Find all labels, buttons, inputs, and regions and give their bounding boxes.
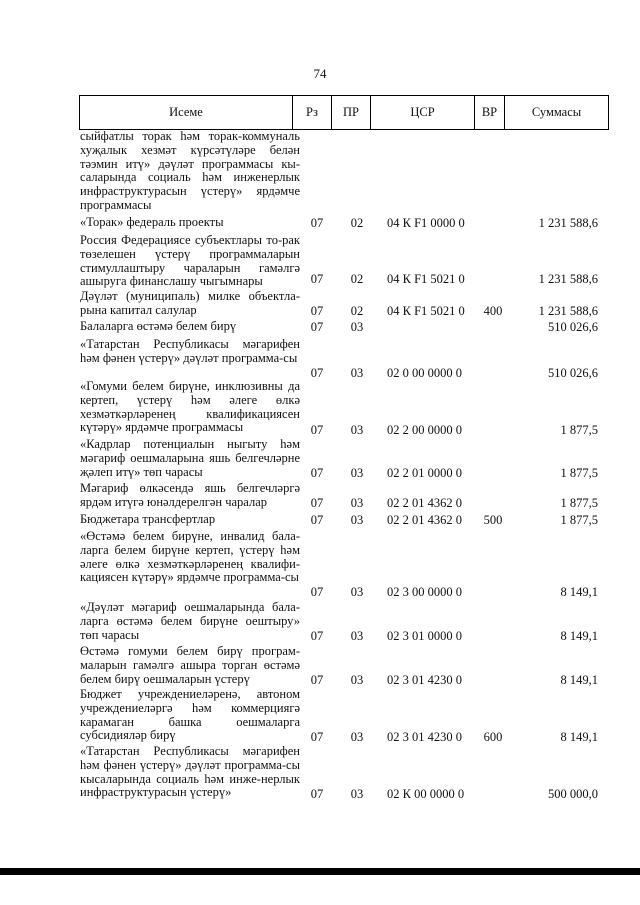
- row-rz: 07: [310, 320, 324, 334]
- row-rz: 07: [310, 629, 324, 643]
- row-rz: 07: [310, 730, 324, 744]
- row-pr: 03: [350, 730, 364, 744]
- row-pr: 03: [350, 673, 364, 687]
- row-rz: 07: [310, 466, 324, 480]
- table-header: [79, 95, 609, 130]
- scan-edge-bar: [0, 868, 640, 875]
- column-header-name: Исеме: [80, 96, 293, 129]
- row-pr: 03: [350, 466, 364, 480]
- row-rz: 07: [310, 513, 324, 527]
- row-sum: 1 877,5: [560, 423, 598, 437]
- row-sum: 8 149,1: [560, 730, 598, 744]
- row-name: сыйфатлы торак һәм торак-коммуналь хуҗалык хезмәт күрсәтүләре белән тәэмин итү» дәүләт программасы кы-саларында социаль һәм инженерлык инфраструктурасын үстерү» ярдәмче программасы: [80, 129, 300, 212]
- page-number: 74: [313, 66, 327, 81]
- row-pr: 03: [350, 496, 364, 510]
- row-csr: 02 2 01 4362 0: [387, 496, 462, 510]
- row-pr: 03: [350, 629, 364, 643]
- row-name: Бюджетара трансфертлар: [80, 512, 216, 526]
- column-header-rz: Рз: [293, 96, 332, 129]
- row-sum: 1 231 588,6: [538, 272, 598, 286]
- row-pr: 03: [350, 320, 364, 334]
- row-rz: 07: [310, 272, 324, 286]
- column-header-pr: ПР: [332, 96, 371, 129]
- row-csr: 02 3 00 0000 0: [387, 585, 462, 599]
- row-csr: 02 3 01 4230 0: [387, 673, 462, 687]
- row-rz: 07: [310, 304, 324, 318]
- row-pr: 03: [350, 366, 364, 380]
- column-header-csr: ЦСР: [371, 96, 475, 129]
- row-rz: 07: [310, 366, 324, 380]
- row-csr: 02 2 01 4362 0: [387, 513, 462, 527]
- row-sum: 1 877,5: [560, 513, 598, 527]
- row-csr: 04 К F1 0000 0: [387, 216, 465, 230]
- row-name: «Татарстан Республикасы мәгарифен һәм фәнен үстерү» дәүләт программа-сы: [80, 337, 300, 365]
- row-sum: 8 149,1: [560, 629, 598, 643]
- row-name: «Өстәмә белем бирүне, инвалид бала-ларга белем бирүне кертеп, үстерү һәм әлеге өлкә хезмәткәрләренең квалифи-кациясен күтәрү» ярдәмче программа-сы: [80, 529, 300, 585]
- row-csr: 04 К F1 5021 0: [387, 272, 465, 286]
- row-csr: 02 К 00 0000 0: [387, 787, 465, 801]
- row-csr: 02 2 00 0000 0: [387, 423, 462, 437]
- row-sum: 1 231 588,6: [538, 304, 598, 318]
- row-sum: 8 149,1: [560, 673, 598, 687]
- row-rz: 07: [310, 216, 324, 230]
- row-pr: 02: [350, 272, 364, 286]
- row-sum: 1 877,5: [560, 466, 598, 480]
- row-pr: 03: [350, 787, 364, 801]
- row-name: Балаларга өстәмә белем бирү: [80, 319, 237, 333]
- row-name: Бюджет учреждениеләренә, автоном учреждениеләргә һәм коммерциягә карамаган башка оешмаларга субсидияләр бирү: [80, 687, 300, 743]
- row-sum: 1 877,5: [560, 496, 598, 510]
- row-rz: 07: [310, 496, 324, 510]
- row-name: «Торак» федераль проекты: [80, 215, 224, 229]
- row-name: Өстәмә гомуми белем бирү програм-маларын гамәлгә ашыра торган өстәмә белем бирү оешмаларын үстерү: [80, 644, 300, 686]
- row-pr: 02: [350, 216, 364, 230]
- row-pr: 03: [350, 513, 364, 527]
- row-sum: 8 149,1: [560, 585, 598, 599]
- row-csr: 02 3 01 0000 0: [387, 629, 462, 643]
- row-name: «Татарстан Республикасы мәгарифен һәм фәнен үстерү» дәүләт программа-сы кысаларында социаль һәм инже-нерлык инфраструктурасын үстерү»: [80, 744, 300, 800]
- row-csr: 04 К F1 5021 0: [387, 304, 465, 318]
- row-csr: 02 0 00 0000 0: [387, 366, 462, 380]
- row-rz: 07: [310, 585, 324, 599]
- row-pr: 03: [350, 585, 364, 599]
- row-rz: 07: [310, 787, 324, 801]
- row-sum: 510 026,6: [548, 320, 598, 334]
- column-header-vr: ВР: [475, 96, 505, 129]
- row-csr: 02 2 01 0000 0: [387, 466, 462, 480]
- column-header-sum: Суммасы: [531, 105, 582, 119]
- row-pr: 02: [350, 304, 364, 318]
- row-rz: 07: [310, 423, 324, 437]
- row-sum: 1 231 588,6: [538, 216, 598, 230]
- row-name: «Дәүләт мәгариф оешмаларында бала-ларга өстәмә белем бирүне оештыру» төп чарасы: [80, 600, 300, 642]
- row-sum: 500 000,0: [548, 787, 598, 801]
- row-name: «Кадрлар потенциалын ныгыту һәм мәгариф оешмаларына яшь белгечләрне җәлеп итү» төп чарасы: [80, 437, 300, 479]
- row-pr: 03: [350, 423, 364, 437]
- row-name: Дәүләт (муниципаль) милке объектла-рына капитал салулар: [80, 289, 300, 317]
- row-vr: 400: [483, 304, 503, 318]
- row-vr: 600: [483, 730, 503, 744]
- row-name: «Гомуми белем бирүне, инклюзивны да кертеп, үстерү һәм әлеге өлкә хезмәткәрләренең квалификациясен күтәрү» ярдәмче программасы: [80, 379, 300, 435]
- row-rz: 07: [310, 673, 324, 687]
- row-name: Мәгариф өлкәсендә яшь белгечләргә ярдәм итүгә юнәлдерелгән чаралар: [80, 481, 300, 509]
- row-csr: 02 3 01 4230 0: [387, 730, 462, 744]
- row-name: Россия Федерациясе субъектлары то-рак төзелешен үстерү программаларын стимуллаштыру чараларын гамәлгә ашыруга финанслашу чыгымнары: [80, 233, 300, 289]
- row-sum: 510 026,6: [548, 366, 598, 380]
- row-vr: 500: [483, 513, 503, 527]
